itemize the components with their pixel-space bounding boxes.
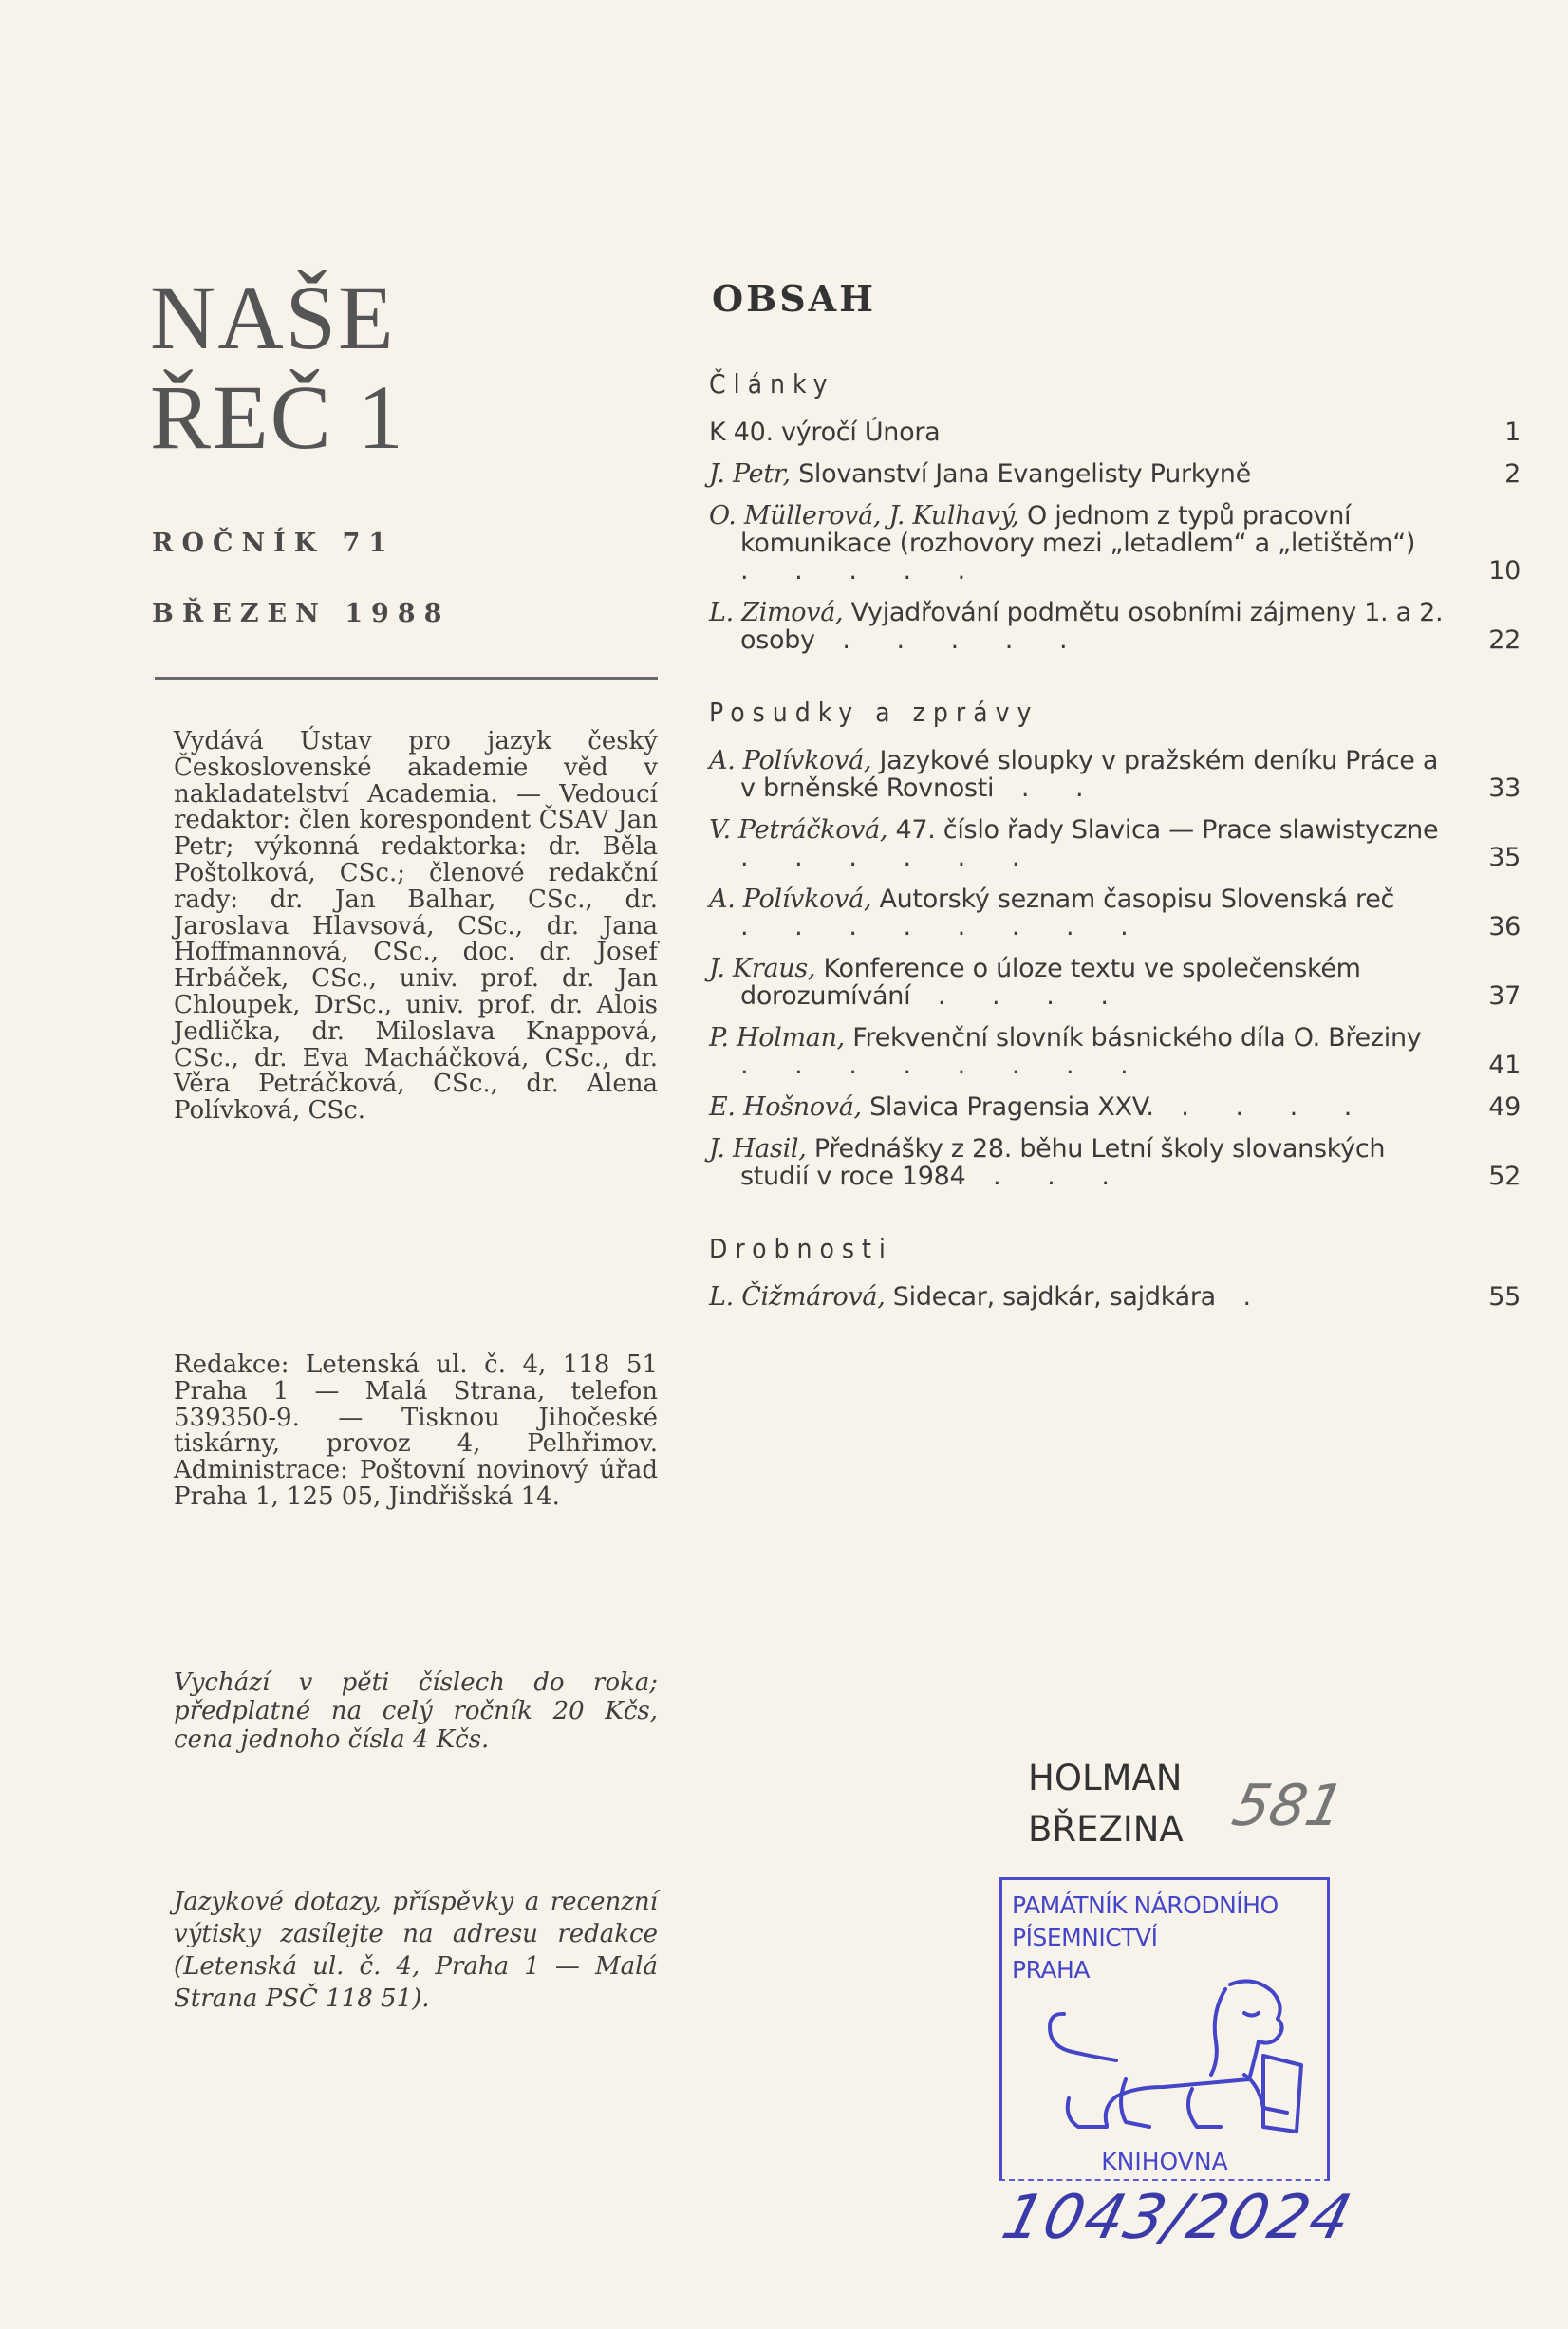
journal-title-line1: NAŠE	[150, 267, 396, 368]
stamp-line1: PAMÁTNÍK NÁRODNÍHO	[1012, 1891, 1279, 1919]
shelf-label	[1028, 1753, 1184, 1855]
toc-leader-dots: . . . . .	[814, 625, 1087, 655]
toc-title: Sidecar, sajdkár, sajdkára	[885, 1282, 1216, 1312]
toc-author: V. Petráčková,	[709, 815, 888, 845]
toc-title: Slovanství Jana Evangelisty Purkyně	[790, 459, 1251, 489]
toc-author: J. Hasil,	[709, 1134, 807, 1164]
publisher-paragraph	[174, 729, 658, 1125]
toc-title: O jednom z typů pracovní komunikace (rozhovory mezi „letadlem“ a „letištěm“)	[740, 501, 1416, 558]
lion-emblem-icon	[1040, 1966, 1325, 2146]
toc-entry-text	[709, 1283, 1452, 1311]
toc-author: J. Petr,	[709, 459, 791, 489]
toc-page-number: 41	[1488, 1051, 1521, 1080]
stamp-line3: PRAHA	[1012, 1956, 1090, 1984]
toc-leader-dots: . . . .	[910, 981, 1128, 1011]
toc-entry	[709, 599, 1521, 654]
section-heading: Drobnosti	[709, 1233, 893, 1264]
toc-entry-text	[709, 419, 1452, 446]
handwritten-number: 581	[1226, 1773, 1350, 1839]
issue-date: BŘEZEN 1988	[152, 599, 451, 628]
address-paragraph	[174, 1352, 658, 1511]
toc-page-number: 2	[1504, 459, 1521, 489]
toc-author: J. Kraus,	[709, 954, 816, 983]
toc-entry	[709, 747, 1521, 802]
toc-author: L. Zimová,	[709, 598, 844, 627]
toc-page-number: 10	[1488, 556, 1521, 586]
toc-entry	[709, 1024, 1521, 1079]
toc-entry-text	[709, 747, 1452, 802]
submissions-text: Jazykové dotazy, příspěvky a recenzní výtisky zasílejte na adresu redakce (Letenská ul. č. 4, Praha 1 — Malá Strana PSČ 118 51).	[174, 1888, 658, 2013]
toc-title: Slavica Pragensia XXV.	[861, 1092, 1154, 1122]
toc-entry-text	[709, 885, 1452, 941]
toc-title: Frekvenční slovník básnického díla O. Březiny	[844, 1023, 1422, 1053]
toc-entry-text	[709, 502, 1452, 585]
toc-entry	[709, 1093, 1521, 1121]
section-heading: Články	[709, 368, 835, 400]
toc-entry-text	[709, 1024, 1452, 1079]
toc-page-number: 1	[1504, 418, 1521, 447]
toc-page-number: 37	[1488, 981, 1521, 1011]
toc-entry	[709, 1135, 1521, 1190]
toc-entry-text	[709, 460, 1452, 488]
subscription-text: Vychází v pěti číslech do roka; předplatné na celý ročník 20 Kčs, cena jednoho čísla 4 Kčs.	[174, 1668, 658, 1754]
toc-page-number: 35	[1488, 843, 1521, 872]
toc-leader-dots: .	[1215, 1282, 1271, 1312]
journal-title-line2: ŘEČ 1	[150, 366, 405, 468]
inventory-number: 1043/2024	[995, 2183, 1360, 2253]
toc-entry	[709, 502, 1521, 585]
toc-leader-dots: . . . . .	[740, 556, 985, 586]
journal-title	[150, 268, 405, 467]
toc-title: 47. číslo řady Slavica — Prace slawistyczne	[887, 815, 1439, 845]
address-text: Redakce: Letenská ul. č. 4, 118 51 Praha 1 — Malá Strana, telefon 539350-9. — Tisknou Jihočeské tiskárny, provoz 4, Pelhřimov. Administrace: Poštovní novinový úřad Praha 1, 125 05, Jindřišská 14.	[174, 1351, 658, 1511]
contents-heading: OBSAH	[712, 277, 877, 320]
library-stamp	[999, 1877, 1330, 2181]
shelf-label-line1: HOLMAN	[1028, 1758, 1183, 1798]
toc-entry-text	[709, 599, 1452, 654]
toc-entry	[709, 885, 1521, 941]
subscription-paragraph	[174, 1668, 658, 1754]
toc-leader-dots: . . . .	[1153, 1092, 1372, 1122]
toc-author: P. Holman,	[709, 1023, 845, 1053]
publisher-text: Vydává Ústav pro jazyk český Československé akademie věd v nakladatelství Academia. — Vedoucí redaktor: člen korespondent ČSAV Jan Petr; výkonná redaktorka: dr. Běla Poštolková, CSc.; členové redakční rady: dr. Jan Balhar, CSc., dr. Jaroslava Hlavsová, CSc., dr. Jana Hoffmannová, CSc., doc. dr. Josef Hrbáček, CSc., univ. prof. dr. Jan Chloupek, DrSc., univ. prof. dr. Alois Jedlička, dr. Miloslava Knappová, CSc., dr. Eva Macháčková, CSc., dr. Věra Petráčková, CSc., dr. Alena Polívková, CSc.	[174, 727, 658, 1126]
toc-title: Autorský seznam časopisu Slovenská reč	[871, 885, 1395, 914]
toc-entry	[709, 1283, 1521, 1311]
toc-page-number: 36	[1488, 912, 1521, 941]
toc-entry-text	[709, 955, 1452, 1010]
toc-leader-dots: . .	[994, 773, 1103, 803]
table-of-contents	[709, 368, 1521, 1325]
toc-leader-dots: . . .	[965, 1162, 1129, 1191]
stamp-bottom-text: KNIHOVNA	[1101, 2148, 1228, 2175]
toc-title: Konference o úloze textu ve společenském dorozumívání	[740, 954, 1361, 1011]
toc-entry-text	[709, 816, 1452, 871]
section-heading: Posudky a zprávy	[709, 697, 1039, 728]
toc-leader-dots: . . . . . . . .	[740, 1051, 1148, 1080]
toc-page-number: 52	[1488, 1162, 1521, 1191]
toc-entry-text	[709, 1135, 1452, 1190]
stamp-line2: PÍSEMNICTVÍ	[1012, 1924, 1158, 1951]
shelf-label-line2: BŘEZINA	[1028, 1809, 1184, 1850]
toc-author: L. Čižmárová,	[709, 1282, 886, 1312]
toc-title: Jazykové sloupky v pražském deníku Práce a v brněnské Rovnosti	[740, 746, 1439, 803]
toc-leader-dots: . . . . . .	[740, 843, 1039, 872]
toc-title: Přednášky z 28. běhu Letní školy slovanských studií v roce 1984	[740, 1134, 1386, 1191]
section-gap	[709, 1204, 1521, 1233]
volume-label: ROČNÍK 71	[152, 529, 396, 558]
toc-page-number: 55	[1488, 1282, 1521, 1312]
toc-entry-text	[709, 1093, 1452, 1121]
toc-author: A. Polívková,	[709, 885, 872, 914]
toc-author: A. Polívková,	[709, 746, 872, 775]
toc-page-number: 49	[1488, 1092, 1521, 1122]
toc-page-number: 22	[1488, 625, 1521, 655]
toc-title: K 40. výročí Února	[709, 418, 941, 447]
submissions-paragraph	[174, 1886, 658, 2015]
section-gap	[709, 668, 1521, 697]
toc-author: O. Müllerová, J. Kulhavý,	[709, 501, 1019, 531]
toc-entry	[709, 955, 1521, 1010]
toc-title: Vyjadřování podmětu osobními zájmeny 1. a 2. osoby	[740, 598, 1444, 655]
toc-entry	[709, 460, 1521, 488]
toc-leader-dots: . . . . . . . .	[740, 912, 1148, 941]
toc-entry	[709, 816, 1521, 871]
toc-entry	[709, 419, 1521, 446]
toc-author: E. Hošnová,	[709, 1092, 862, 1122]
divider-rule	[155, 677, 658, 680]
toc-page-number: 33	[1488, 773, 1521, 803]
